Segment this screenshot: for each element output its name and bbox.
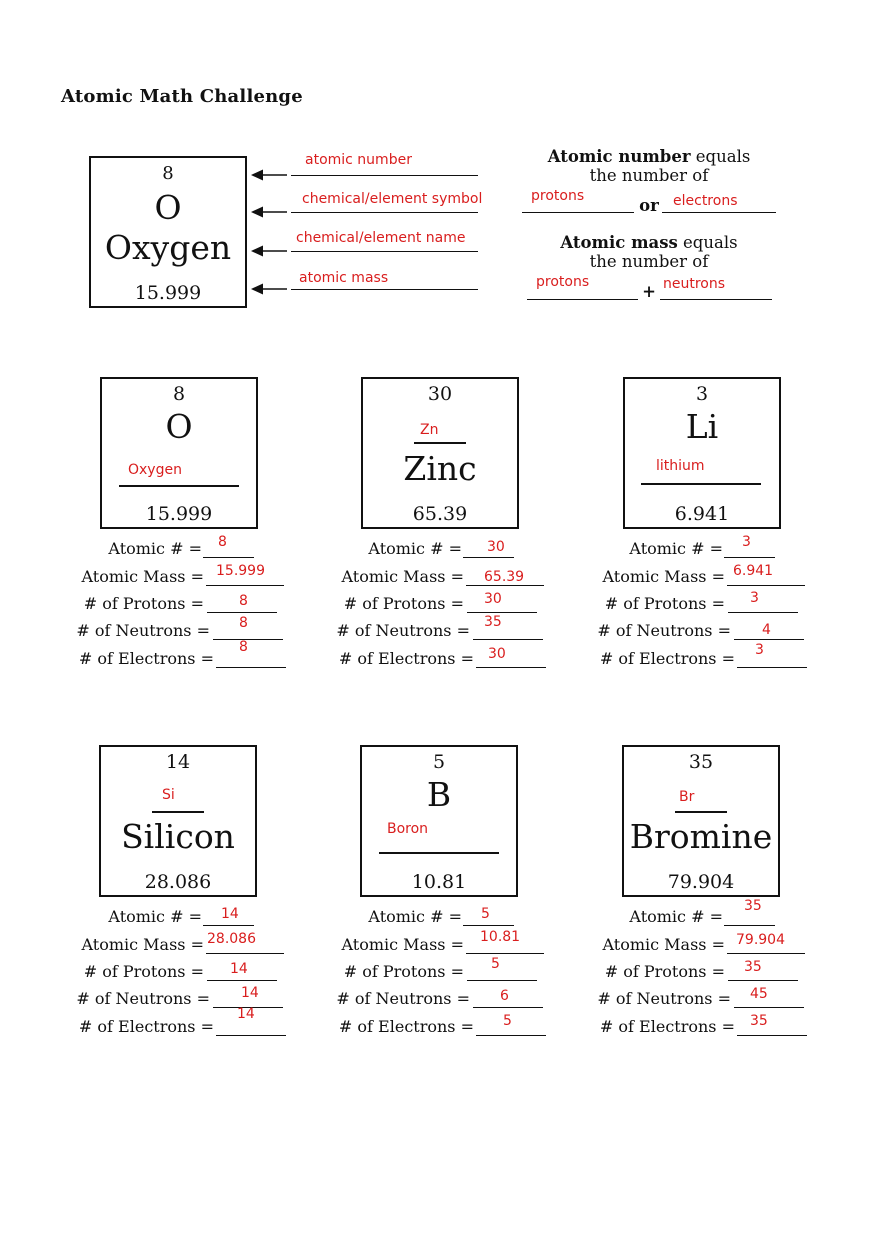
answer-electrons: 3 — [755, 642, 764, 658]
q-label: # of Protons = — [604, 962, 725, 981]
answer-electrons: 35 — [750, 1013, 768, 1029]
q-label: # of Electrons = — [599, 649, 735, 668]
card-atomic-mass: 10.81 — [411, 871, 467, 893]
answer-electrons: 5 — [503, 1013, 512, 1029]
card-atomic-mass: 15.999 — [145, 503, 213, 525]
answer-atomic-number: 30 — [487, 539, 505, 555]
arrow-left-icon — [251, 206, 287, 218]
q-label: Atomic Mass = — [81, 567, 204, 586]
q-label: Atomic Mass = — [341, 567, 464, 586]
answer-line — [728, 612, 798, 613]
answer-neutrons: 4 — [762, 622, 771, 638]
q-label: # of Electrons = — [338, 1017, 474, 1036]
answer-line — [727, 585, 805, 586]
answer-atomic-mass: 65.39 — [484, 569, 525, 585]
atomic-number-rule: Atomic number equals the number of — [547, 147, 751, 185]
q-label: Atomic # = — [108, 539, 202, 558]
answer-line — [463, 925, 514, 926]
answer-line — [216, 1035, 286, 1036]
or-operator: or — [639, 196, 659, 215]
q-label: # of Protons = — [83, 594, 204, 613]
q-label: # of Neutrons = — [336, 989, 470, 1008]
card-atomic-number: 14 — [165, 751, 191, 773]
q-label: # of Electrons = — [599, 1017, 735, 1036]
answer-protons: 5 — [491, 956, 500, 972]
key-label-atomic-mass: atomic mass — [299, 270, 389, 286]
answer-atomic-number: 3 — [742, 534, 751, 550]
element-card-boron — [360, 745, 518, 897]
q-label: Atomic Mass = — [81, 935, 204, 954]
answer-neutrons: 8 — [239, 615, 248, 631]
rule-answer-electrons: electrons — [673, 193, 738, 209]
answer-line — [734, 639, 804, 640]
card-answer-symbol: Si — [162, 787, 175, 803]
answer-line — [724, 557, 775, 558]
answer-protons: 35 — [744, 959, 762, 975]
answer-line — [737, 1035, 807, 1036]
answer-atomic-mass: 15.999 — [216, 563, 265, 579]
answer-atomic-number: 14 — [221, 906, 239, 922]
card-name-blank — [119, 485, 239, 487]
answer-line — [207, 612, 277, 613]
q-label: # of Protons = — [604, 594, 725, 613]
answer-protons: 30 — [484, 591, 502, 607]
answer-neutrons: 14 — [241, 985, 259, 1001]
blank-line — [522, 212, 634, 213]
q-label: Atomic # = — [108, 907, 202, 926]
card-atomic-number: 30 — [427, 383, 453, 405]
card-answer-name: Oxygen — [128, 462, 182, 478]
answer-line — [466, 585, 544, 586]
answer-line — [203, 557, 254, 558]
card-atomic-mass: 65.39 — [412, 503, 468, 525]
element-card-zinc — [361, 377, 519, 529]
element-card-oxygen — [100, 377, 258, 529]
card-symbol-blank — [152, 811, 204, 813]
element-card-silicon — [99, 745, 257, 897]
blank-line — [662, 212, 776, 213]
answer-electrons: 14 — [237, 1006, 255, 1022]
q-label: # of Neutrons = — [76, 989, 210, 1008]
q-label: Atomic # = — [629, 907, 723, 926]
key-label-symbol: chemical/element symbol — [302, 191, 483, 207]
card-name-blank — [641, 483, 761, 485]
card-name-blank — [379, 852, 499, 854]
q-label: Atomic Mass = — [602, 935, 725, 954]
blank-line — [660, 299, 772, 300]
q-label: Atomic # = — [368, 539, 462, 558]
answer-neutrons: 35 — [484, 614, 502, 630]
answer-atomic-number: 5 — [481, 906, 490, 922]
answer-line — [206, 953, 284, 954]
card-atomic-mass: 28.086 — [144, 871, 212, 893]
key-element-box — [89, 156, 247, 308]
key-label-atomic-number: atomic number — [305, 152, 412, 168]
q-label: # of Electrons = — [78, 649, 214, 668]
q-label: Atomic # = — [629, 539, 723, 558]
answer-protons: 14 — [230, 961, 248, 977]
key-atomic-mass: 15.999 — [134, 282, 202, 304]
answer-line — [467, 980, 537, 981]
q-label: Atomic # = — [368, 907, 462, 926]
card-element-name: Bromine — [629, 817, 773, 856]
q-label: Atomic Mass = — [341, 935, 464, 954]
arrow-left-icon — [251, 169, 287, 181]
card-element-name: Zinc — [403, 449, 477, 488]
answer-line — [206, 585, 284, 586]
plus-operator: + — [642, 282, 656, 301]
card-atomic-mass: 79.904 — [667, 871, 735, 893]
answer-line — [728, 980, 798, 981]
key-label-line — [291, 175, 478, 176]
answer-protons: 8 — [239, 593, 248, 609]
answer-line — [203, 925, 254, 926]
q-label: Atomic Mass = — [602, 567, 725, 586]
card-answer-symbol: Zn — [420, 422, 439, 438]
card-element-name: Silicon — [121, 817, 235, 856]
key-label-name: chemical/element name — [296, 230, 466, 246]
card-atomic-number: 3 — [695, 383, 709, 405]
card-atomic-number: 8 — [172, 383, 186, 405]
rule-answer-neutrons: neutrons — [663, 276, 726, 292]
q-label: # of Electrons = — [78, 1017, 214, 1036]
q-label: # of Protons = — [83, 962, 204, 981]
answer-line — [476, 667, 546, 668]
answer-atomic-mass: 6.941 — [733, 563, 774, 579]
answer-neutrons: 45 — [750, 986, 768, 1002]
rule-answer-protons: protons — [531, 188, 585, 204]
q-label: # of Neutrons = — [76, 621, 210, 640]
answer-line — [734, 1007, 804, 1008]
answer-line — [737, 667, 807, 668]
q-label: # of Neutrons = — [597, 621, 731, 640]
answer-line — [724, 925, 775, 926]
answer-electrons: 30 — [488, 646, 506, 662]
arrow-left-icon — [251, 245, 287, 257]
key-label-line — [291, 212, 478, 213]
card-element-symbol: Li — [685, 407, 719, 446]
answer-line — [216, 667, 286, 668]
rule-answer-protons: protons — [536, 274, 590, 290]
key-element-symbol: O — [154, 188, 182, 227]
answer-line — [463, 557, 514, 558]
answer-atomic-mass: 10.81 — [480, 929, 521, 945]
card-answer-symbol: Br — [679, 789, 695, 805]
blank-line — [527, 299, 638, 300]
answer-atomic-number: 8 — [218, 534, 227, 550]
card-atomic-number: 5 — [432, 751, 446, 773]
answer-protons: 3 — [750, 590, 759, 606]
answer-line — [473, 639, 543, 640]
element-card-bromine — [622, 745, 780, 897]
card-atomic-number: 35 — [688, 751, 714, 773]
card-symbol-blank — [675, 811, 727, 813]
card-atomic-mass: 6.941 — [674, 503, 730, 525]
element-card-lithium — [623, 377, 781, 529]
key-label-line — [291, 289, 478, 290]
answer-atomic-mass: 28.086 — [207, 931, 256, 947]
answer-line — [467, 612, 537, 613]
card-element-symbol: O — [165, 407, 193, 446]
q-label: # of Neutrons = — [336, 621, 470, 640]
arrow-left-icon — [251, 283, 287, 295]
answer-line — [476, 1035, 546, 1036]
page-title: Atomic Math Challenge — [61, 86, 303, 107]
card-symbol-blank — [414, 442, 466, 444]
answer-neutrons: 6 — [500, 988, 509, 1004]
answer-line — [213, 639, 283, 640]
atomic-mass-rule: Atomic mass equals the number of — [560, 233, 738, 271]
answer-electrons: 8 — [239, 639, 248, 655]
answer-line — [207, 980, 277, 981]
q-label: # of Protons = — [343, 962, 464, 981]
answer-line — [727, 953, 805, 954]
card-answer-name: Boron — [387, 821, 429, 837]
key-label-line — [291, 251, 478, 252]
answer-atomic-number: 35 — [744, 898, 762, 914]
q-label: # of Protons = — [343, 594, 464, 613]
card-element-symbol: B — [426, 775, 452, 814]
answer-atomic-mass: 79.904 — [736, 932, 785, 948]
key-element-name: Oxygen — [104, 228, 232, 267]
q-label: # of Neutrons = — [597, 989, 731, 1008]
answer-line — [473, 1007, 543, 1008]
card-answer-name: lithium — [656, 458, 705, 474]
key-atomic-number: 8 — [162, 163, 174, 184]
q-label: # of Electrons = — [338, 649, 474, 668]
answer-line — [466, 953, 544, 954]
